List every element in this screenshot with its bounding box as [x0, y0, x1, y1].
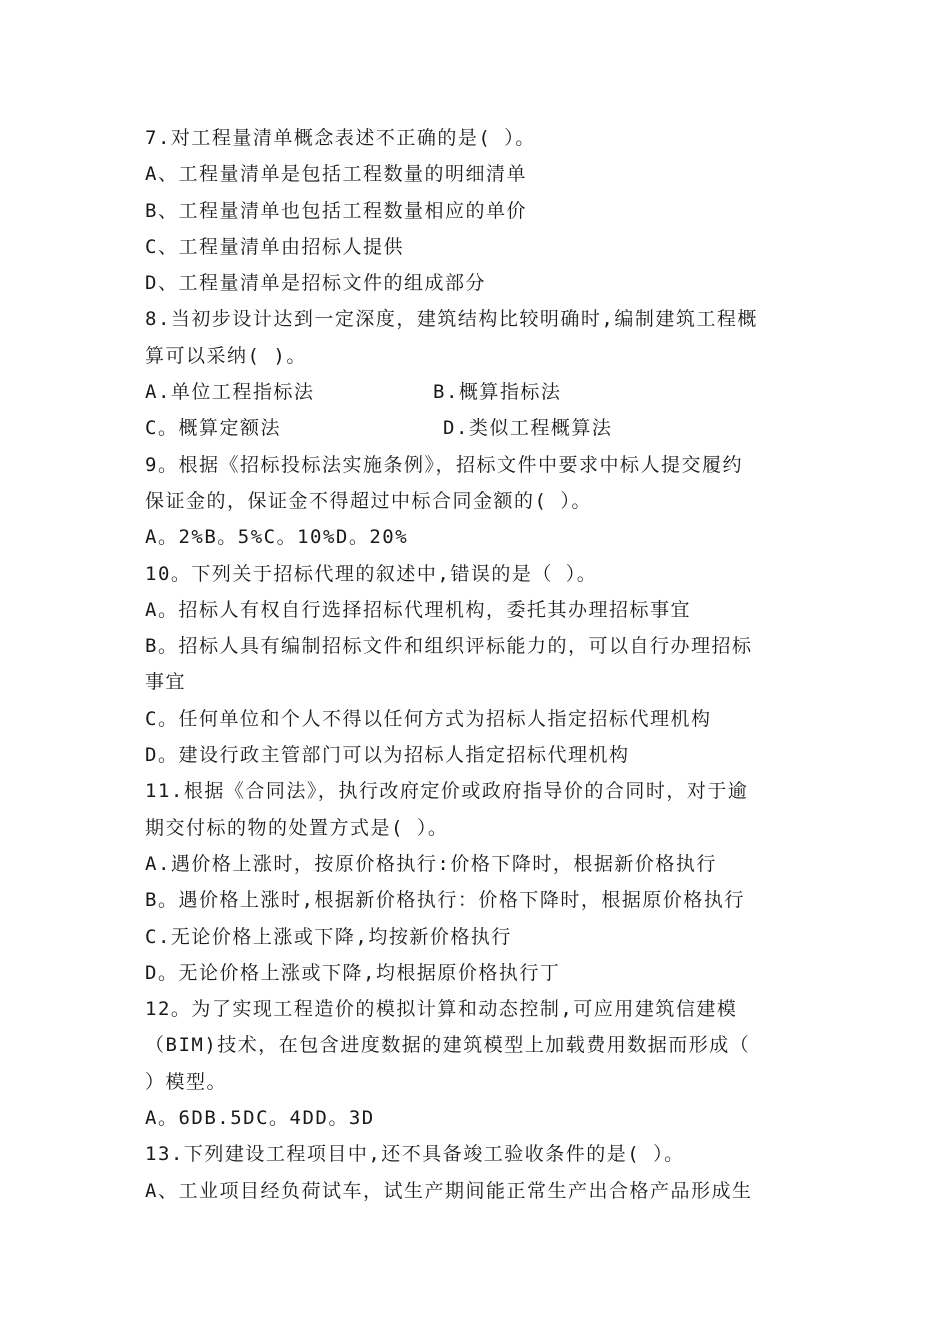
option-11a: A.遇价格上涨时，按原价格执行:价格下降时，根据新价格执行: [145, 852, 717, 875]
option-10b-line-2: 事宜: [145, 671, 187, 694]
question-8-options-row-2: [145, 410, 815, 446]
option-11c: C.无论价格上涨或下降,均按新价格执行: [145, 925, 512, 948]
document-body: [145, 120, 815, 1209]
option-10c: C。任何单位和个人不得以任何方式为招标人指定招标代理机构: [145, 707, 712, 730]
option-8c: C。概算定额法: [145, 417, 281, 440]
option-11b: B。遇价格上涨时,根据新价格执行：价格下降时，根据原价格执行: [145, 889, 745, 912]
question-10: 10。下列关于招标代理的叙述中,错误的是（ ）。: [145, 562, 598, 585]
question-9-line-2: 保证金的，保证金不得超过中标合同金额的( ）。: [145, 489, 592, 512]
options-9: A。2%B。5%C。10%D。20%: [145, 526, 409, 549]
option-7a: A、工程量清单是包括工程数量的明细清单: [145, 163, 527, 186]
question-8-options-row-1: [145, 374, 815, 410]
options-12: A。6DB.5DC。4DD。3D: [145, 1107, 375, 1130]
question-12-line-3: ）模型。: [145, 1070, 228, 1093]
question-7: 7.对工程量清单概念表述不正确的是( ）。: [145, 127, 536, 149]
option-11d: D。无论价格上涨或下降,均根据原价格执行丁: [145, 961, 561, 984]
question-8-line-1: 8.当初步设计达到一定深度，建筑结构比较明确时,编制建筑工程概: [145, 308, 758, 331]
option-10b-line-1: B。招标人具有编制招标文件和组织评标能力的，可以自行办理招标: [145, 635, 753, 658]
question-12-line-1: 12。为了实现工程造价的模拟计算和动态控制,可应用建筑信建模: [145, 998, 738, 1021]
question-12-line-2: （BIM)技术，在包含进度数据的建筑模型上加载费用数据而形成（: [145, 1034, 751, 1057]
question-13: 13.下列建设工程项目中,还不具备竣工验收条件的是( ）。: [145, 1143, 685, 1166]
option-10a: A。招标人有权自行选择招标代理机构，委托其办理招标事宜: [145, 598, 691, 621]
question-9-line-1: 9。根据《招标投标法实施条例》，招标文件中要求中标人提交履约: [145, 453, 743, 476]
option-7c: C、工程量清单由招标人提供: [145, 235, 404, 258]
option-8b: B.概算指标法: [433, 381, 562, 404]
option-8a: A.单位工程指标法: [145, 381, 315, 404]
question-11-line-2: 期交付标的物的处置方式是( ）。: [145, 816, 449, 839]
option-10d: D。建设行政主管部门可以为招标人指定招标代理机构: [145, 744, 630, 767]
option-7d: D、工程量清单是招标文件的组成部分: [145, 272, 486, 295]
option-8d: D.类似工程概算法: [443, 417, 613, 440]
option-13a: A、工业项目经负荷试车，试生产期间能正常生产出合格产品形成生: [145, 1179, 753, 1202]
question-8-line-2: 算可以采纳( )。: [145, 344, 307, 367]
question-11-line-1: 11.根据《合同法》，执行改府定价或政府指导价的合同时，对于逾: [145, 780, 749, 803]
option-7b: B、工程量清单也包括工程数量相应的单价: [145, 199, 527, 222]
